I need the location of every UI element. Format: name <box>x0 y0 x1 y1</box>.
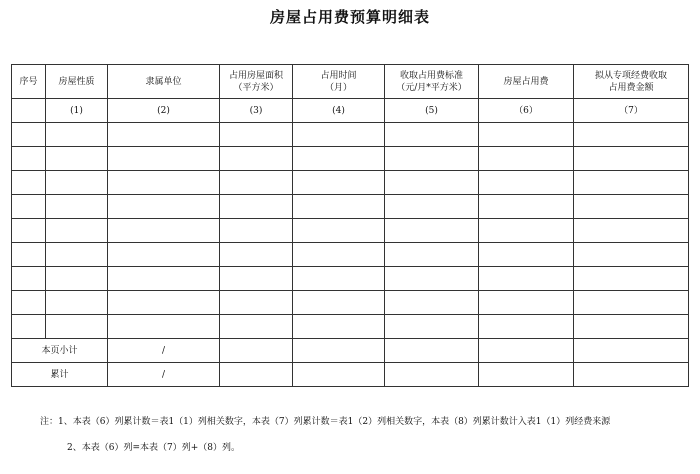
table-cell <box>385 171 479 195</box>
table-cell <box>12 147 46 171</box>
header-cell: 房屋占用费 <box>479 65 574 99</box>
table-row <box>12 243 689 267</box>
table-cell <box>385 243 479 267</box>
column-number-cell: (2) <box>108 99 220 123</box>
header-row <box>12 65 689 99</box>
table-cell <box>479 243 574 267</box>
table-cell <box>293 123 385 147</box>
table-cell <box>108 147 220 171</box>
table-cell <box>479 123 574 147</box>
table-cell <box>108 195 220 219</box>
note-line-1: 注：1、本表（6）列累计数＝表1（1）列相关数字，本表（7）列累计数＝表1（2）列相关数字，本表（8）列累计数计入表1（1）列经费来源 <box>40 417 611 427</box>
column-number-cell: (4) <box>293 99 385 123</box>
table-cell <box>46 171 108 195</box>
table-cell <box>574 219 689 243</box>
table-cell <box>574 243 689 267</box>
table-cell <box>46 147 108 171</box>
table-cell <box>385 147 479 171</box>
table-cell <box>46 243 108 267</box>
table-cell <box>108 267 220 291</box>
table-cell <box>12 267 46 291</box>
table-cell <box>293 291 385 315</box>
table-row <box>12 147 689 171</box>
note-line-2: 2、本表（6）列=本表（7）列+（8）列。 <box>67 443 240 453</box>
header-cell: 拟从专项经费收取 占用费金额 <box>574 65 689 99</box>
table-cell <box>108 243 220 267</box>
table-cell <box>220 243 293 267</box>
table-cell <box>479 171 574 195</box>
summary-unit-slash: / <box>108 363 220 387</box>
table-row <box>12 171 689 195</box>
table-cell <box>46 291 108 315</box>
table-cell <box>220 171 293 195</box>
table-cell <box>108 315 220 339</box>
table-cell <box>479 267 574 291</box>
column-number-cell: （6） <box>479 99 574 123</box>
column-number-cell: (5) <box>385 99 479 123</box>
table-cell <box>293 315 385 339</box>
table-cell <box>220 339 293 363</box>
table-cell <box>293 267 385 291</box>
table-cell <box>385 363 479 387</box>
table-cell <box>293 339 385 363</box>
notes-block <box>40 416 700 455</box>
table-cell <box>385 195 479 219</box>
table-cell <box>12 195 46 219</box>
table-cell <box>385 339 479 363</box>
table-cell <box>479 363 574 387</box>
header-cell: 占用时间 （月） <box>293 65 385 99</box>
summary-row-page-subtotal <box>12 339 689 363</box>
table-cell <box>108 171 220 195</box>
table-cell <box>12 219 46 243</box>
table-cell <box>46 195 108 219</box>
table-cell <box>479 195 574 219</box>
header-cell: 隶属单位 <box>108 65 220 99</box>
header-cell: 占用房屋面积 （平方米） <box>220 65 293 99</box>
table-row <box>12 195 689 219</box>
table-cell <box>574 315 689 339</box>
table-cell <box>108 219 220 243</box>
header-cell: 序号 <box>12 65 46 99</box>
table-cell <box>293 219 385 243</box>
column-number-row <box>12 99 689 123</box>
table-cell <box>220 315 293 339</box>
page-title: 房屋占用费预算明细表 <box>269 8 430 26</box>
table-cell <box>108 291 220 315</box>
table-cell <box>574 171 689 195</box>
table-cell <box>220 291 293 315</box>
table-cell <box>479 315 574 339</box>
table-cell <box>574 147 689 171</box>
table-cell <box>220 267 293 291</box>
table-row <box>12 219 689 243</box>
column-number-cell: (1) <box>46 99 108 123</box>
budget-detail-table <box>11 64 689 387</box>
column-number-cell: （7） <box>574 99 689 123</box>
table-cell <box>12 315 46 339</box>
header-cell: 收取占用费标准 （元/月*平方米） <box>385 65 479 99</box>
table-cell <box>220 195 293 219</box>
table-cell <box>293 147 385 171</box>
table-cell <box>12 171 46 195</box>
table-row <box>12 291 689 315</box>
table-cell <box>293 171 385 195</box>
column-number-cell: (3) <box>220 99 293 123</box>
table-cell <box>479 339 574 363</box>
table-cell <box>12 291 46 315</box>
table-cell <box>479 147 574 171</box>
table-cell <box>12 243 46 267</box>
table-row <box>12 267 689 291</box>
table-cell <box>385 219 479 243</box>
table-cell <box>385 315 479 339</box>
summary-unit-slash: / <box>108 339 220 363</box>
table-cell <box>46 315 108 339</box>
table-row <box>12 123 689 147</box>
table-cell <box>220 363 293 387</box>
table-cell <box>385 123 479 147</box>
summary-row-cumulative <box>12 363 689 387</box>
table-cell <box>293 243 385 267</box>
summary-label: 本页小计 <box>12 339 108 363</box>
table-cell <box>574 291 689 315</box>
table-cell <box>12 123 46 147</box>
summary-label: 累计 <box>12 363 108 387</box>
table-cell <box>46 123 108 147</box>
header-cell: 房屋性质 <box>46 65 108 99</box>
table-cell <box>574 267 689 291</box>
table-cell <box>385 291 479 315</box>
table-cell <box>574 363 689 387</box>
table-cell <box>220 123 293 147</box>
table-cell <box>574 195 689 219</box>
table-cell <box>46 219 108 243</box>
table-cell <box>46 267 108 291</box>
table-cell <box>385 267 479 291</box>
table-cell <box>220 219 293 243</box>
table-cell <box>108 123 220 147</box>
table-cell <box>574 339 689 363</box>
table-cell <box>479 219 574 243</box>
table-cell <box>574 123 689 147</box>
table-cell <box>220 147 293 171</box>
table-cell <box>293 195 385 219</box>
table-row <box>12 315 689 339</box>
column-number-cell <box>12 99 46 123</box>
table-cell <box>479 291 574 315</box>
table-cell <box>293 363 385 387</box>
